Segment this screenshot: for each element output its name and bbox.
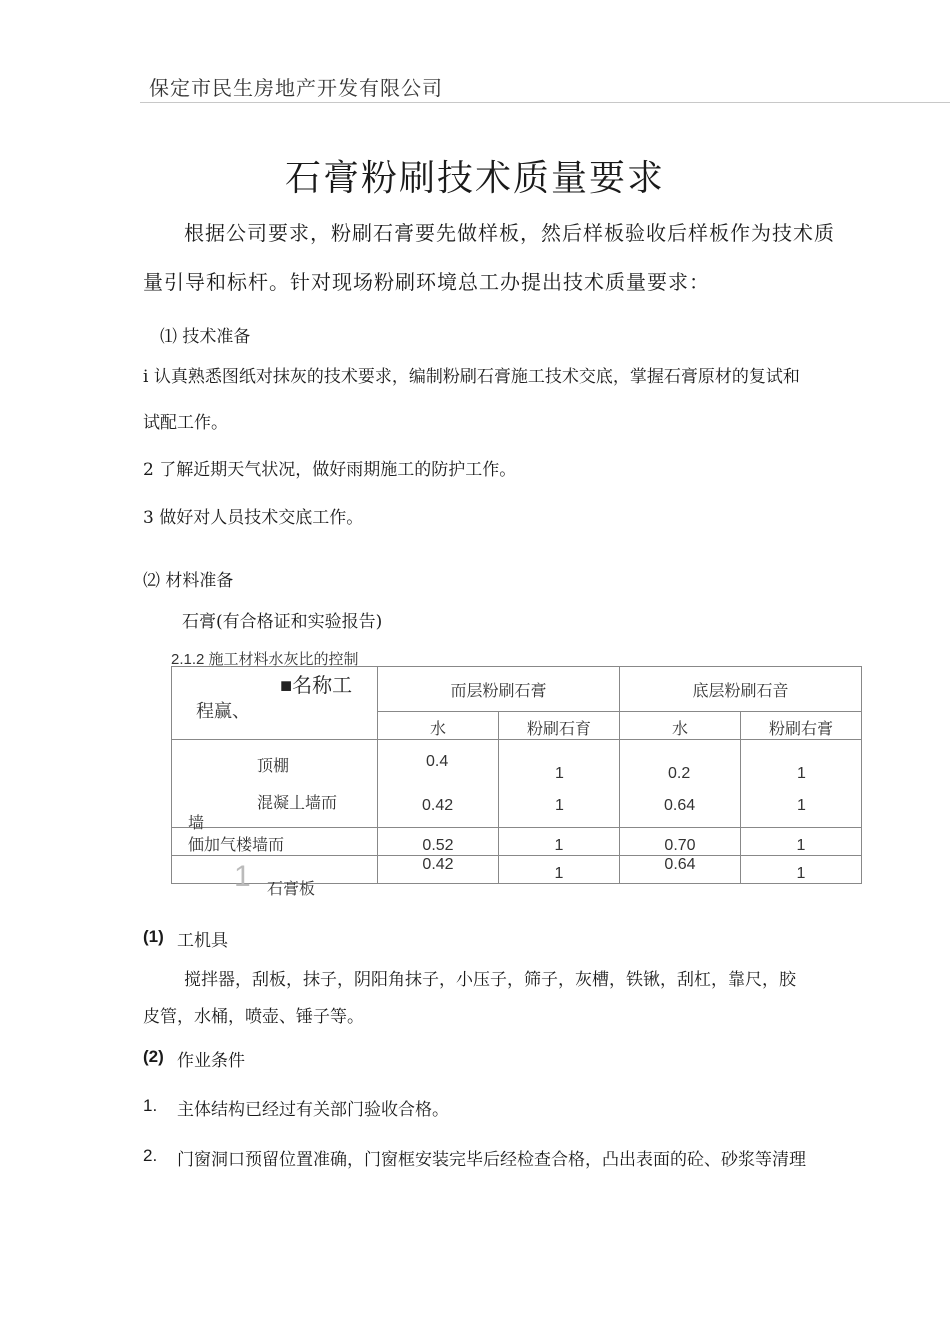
table-row bbox=[172, 828, 862, 856]
intro-line-2: 量引导和标杆。针对现场粉刷环境总工办提出技术质量要求： bbox=[143, 270, 710, 294]
row-label-cell bbox=[172, 856, 378, 898]
tech-prep-item-1: i 认真熟悉图纸对抹灰的技术要求，编制粉刷石膏施工技术交底，掌握石膏原材的复试和 bbox=[143, 367, 800, 387]
value-cell bbox=[620, 740, 741, 828]
board-base-water: 0.64 bbox=[620, 856, 741, 884]
row-label-cell bbox=[172, 740, 378, 832]
tools-line-2: 皮管，水桶，喷壶、锤子等。 bbox=[143, 1007, 364, 1027]
row-label-gypsum-board: 石膏板 bbox=[267, 881, 316, 898]
aerated-base-water: 0.70 bbox=[620, 828, 741, 856]
material-gypsum: 石膏(有合格证和实验报告) bbox=[182, 612, 383, 632]
header-top-coat: 而层粉刷石膏 bbox=[378, 667, 620, 712]
table-caption: 2.1.2 施工材料水灰比的控制 bbox=[171, 651, 359, 668]
value-cell bbox=[378, 740, 499, 828]
row-marker-large: 1 bbox=[234, 860, 251, 893]
condition-1-text: 主体结构已经过有关部门验收合格。 bbox=[177, 1100, 449, 1120]
section-tools-number: (1) bbox=[143, 927, 164, 946]
condition-2-number: 2. bbox=[143, 1146, 158, 1165]
corner-label-bottom: 程赢、 bbox=[196, 701, 250, 721]
header-base-coat: 底层粉刷石音 bbox=[620, 667, 862, 712]
ceiling-top-water: 0.4 bbox=[426, 753, 449, 770]
board-top-gypsum: 1 bbox=[499, 856, 620, 884]
condition-2-text: 门窗洞口预留位置准确，门窗框安装完毕后经检查合格，凸出表面的砼、砂浆等清理 bbox=[177, 1150, 806, 1170]
row-label-wall: 墙 bbox=[188, 815, 205, 832]
subheader-water-1: 水 bbox=[378, 712, 499, 740]
table-row bbox=[172, 856, 862, 884]
ceiling-top-gypsum: 1 bbox=[555, 765, 564, 782]
ceiling-base-gypsum: 1 bbox=[797, 765, 806, 782]
concrete-base-gypsum: 1 bbox=[797, 797, 806, 814]
subheader-water-2: 水 bbox=[620, 712, 741, 740]
water-ratio-table bbox=[171, 666, 862, 898]
section-material-prep-heading: ⑵ 材料准备 bbox=[143, 571, 234, 591]
condition-1-number: 1. bbox=[143, 1096, 158, 1115]
aerated-top-water: 0.52 bbox=[378, 828, 499, 856]
concrete-base-water: 0.64 bbox=[664, 797, 696, 814]
ceiling-base-water: 0.2 bbox=[668, 765, 691, 782]
section-conditions-heading: 作业条件 bbox=[177, 1051, 245, 1071]
tech-prep-item-1-cont: 试配工作。 bbox=[143, 413, 228, 433]
board-top-water: 0.42 bbox=[378, 856, 499, 884]
intro-line-1: 根据公司要求，粉刷石膏要先做样板，然后样板验收后样板作为技术质 bbox=[184, 221, 835, 245]
tech-prep-item-2: 2 了解近期天气状况，做好雨期施工的防护工作。 bbox=[143, 460, 517, 480]
tools-line-1: 搅拌器，刮板，抹子，阴阳角抹子，小压子，筛子，灰槽，铁锹，刮杠，靠尺，胶 bbox=[184, 970, 796, 990]
section-technical-prep-heading: ⑴ 技术准备 bbox=[160, 327, 251, 347]
aerated-base-gypsum: 1 bbox=[741, 828, 862, 856]
table-corner-cell bbox=[172, 667, 378, 740]
section-tools-heading: 工机具 bbox=[177, 931, 228, 951]
concrete-top-water: 0.42 bbox=[422, 797, 454, 814]
row-label-ceiling: 顶棚 bbox=[257, 758, 290, 775]
value-cell bbox=[499, 740, 620, 828]
value-cell bbox=[741, 740, 862, 828]
concrete-top-gypsum: 1 bbox=[555, 797, 564, 814]
board-base-gypsum: 1 bbox=[741, 856, 862, 884]
aerated-top-gypsum: 1 bbox=[499, 828, 620, 856]
company-header: 保定市民生房地产开发有限公司 bbox=[149, 76, 443, 100]
document-title: 石膏粉刷技术质量要求 bbox=[284, 158, 665, 199]
subheader-gypsum-2: 粉刷右膏 bbox=[741, 712, 862, 740]
table-row bbox=[172, 740, 862, 828]
corner-label-top: ■名称工 bbox=[280, 675, 353, 697]
subheader-gypsum-1: 粉刷石育 bbox=[499, 712, 620, 740]
tech-prep-item-3: 3 做好对人员技术交底工作。 bbox=[143, 508, 364, 528]
header-divider bbox=[140, 102, 950, 103]
row-label-concrete-wall: 混凝丄墙而 bbox=[257, 795, 338, 812]
section-conditions-number: (2) bbox=[143, 1047, 164, 1066]
row-label-aerated-wall: 価加气楼墙而 bbox=[188, 837, 285, 854]
